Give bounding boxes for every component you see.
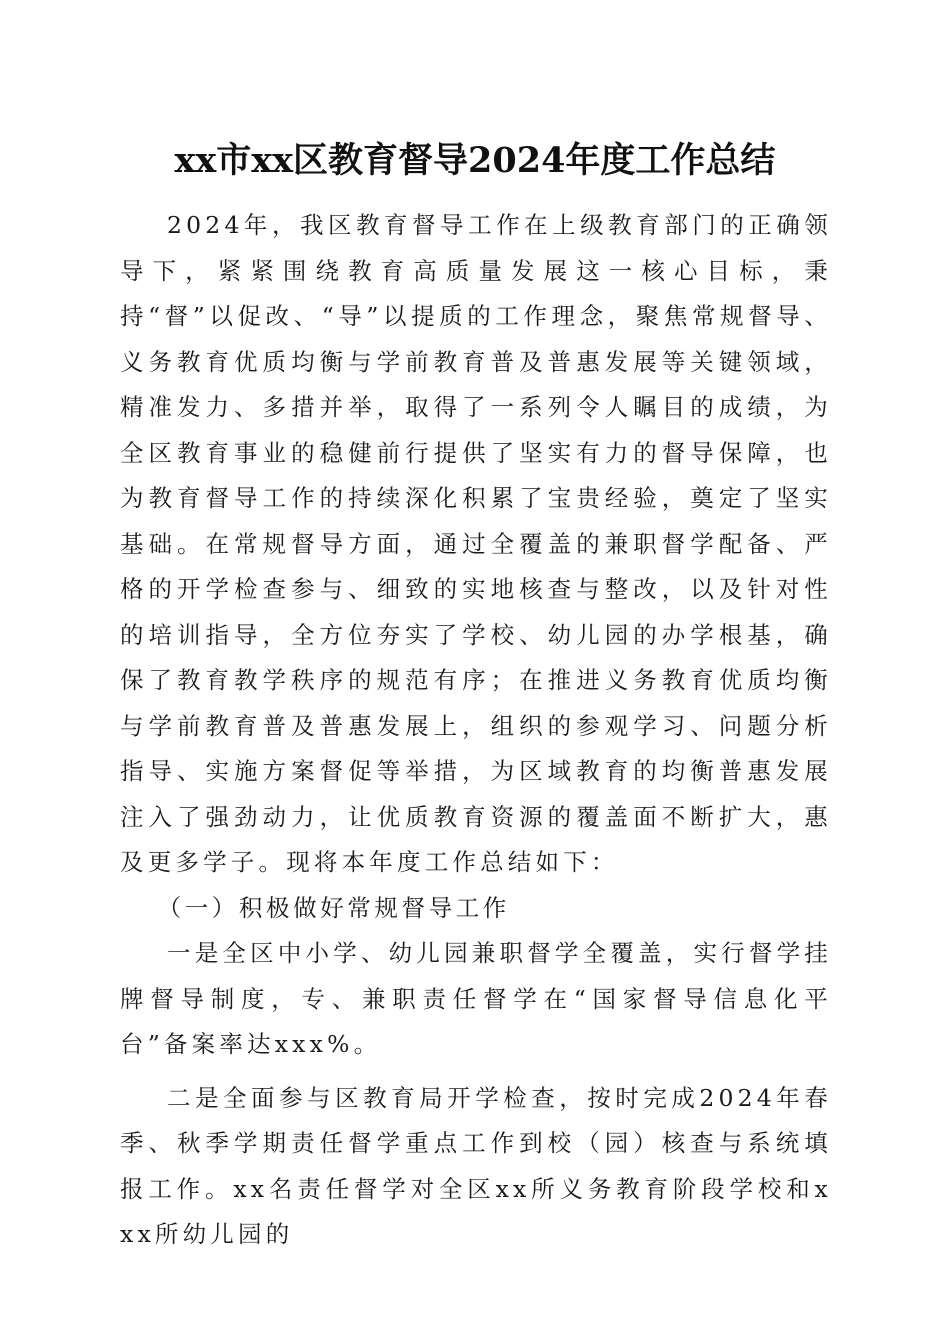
section-heading: （一）积极做好常规督导工作 xyxy=(157,893,510,922)
body-paragraph: 二是全面参与区教育局开学检查，按时完成2024年春季、秋季学期责任督学重点工作到校（园）核查与系统填报工作。xx名责任督学对全区xx所义务教育阶段学校和xxx所幼儿园的 xyxy=(120,1083,832,1248)
intro-paragraph: 2024年，我区教育督导工作在上级教育部门的正确领导下，紧紧围绕教育高质量发展这一核心目标，秉持“督”以促改、“导”以提质的工作理念，聚焦常规督导、义务教育优质均衡与学前教育普及普惠发展等关键领域，精准发力、多措并举，取得了一系列令人瞩目的成绩，为全区教育事业的稳健前行提供了坚实有力的督导保障，也为教育督导工作的持续深化积累了宝贵经验，奠定了坚实基础。在常规督导方面，通过全覆盖的兼职督学配备、严格的开学检查参与、细致的实地核查与整改，以及针对性的培训指导，全方位夯实了学校、幼儿园的办学根基，确保了教育教学秩序的规范有序；在推进义务教育优质均衡与学前教育普及普惠发展上，组织的参观学习、问题分析指导、实施方案督促等举措，为区域教育的均衡普惠发展注入了强劲动力，让优质教育资源的覆盖面不断扩大，惠及更多学子。现将本年度工作总结如下： xyxy=(120,211,832,876)
body-paragraph: 一是全区中小学、幼儿园兼职督学全覆盖，实行督学挂牌督导制度，专、兼职责任督学在“国家督导信息化平台”备案率达xxx%。 xyxy=(120,939,832,1058)
document-title: xx市xx区教育督导2024年度工作总结 xyxy=(174,140,776,181)
document-body xyxy=(120,203,832,1258)
